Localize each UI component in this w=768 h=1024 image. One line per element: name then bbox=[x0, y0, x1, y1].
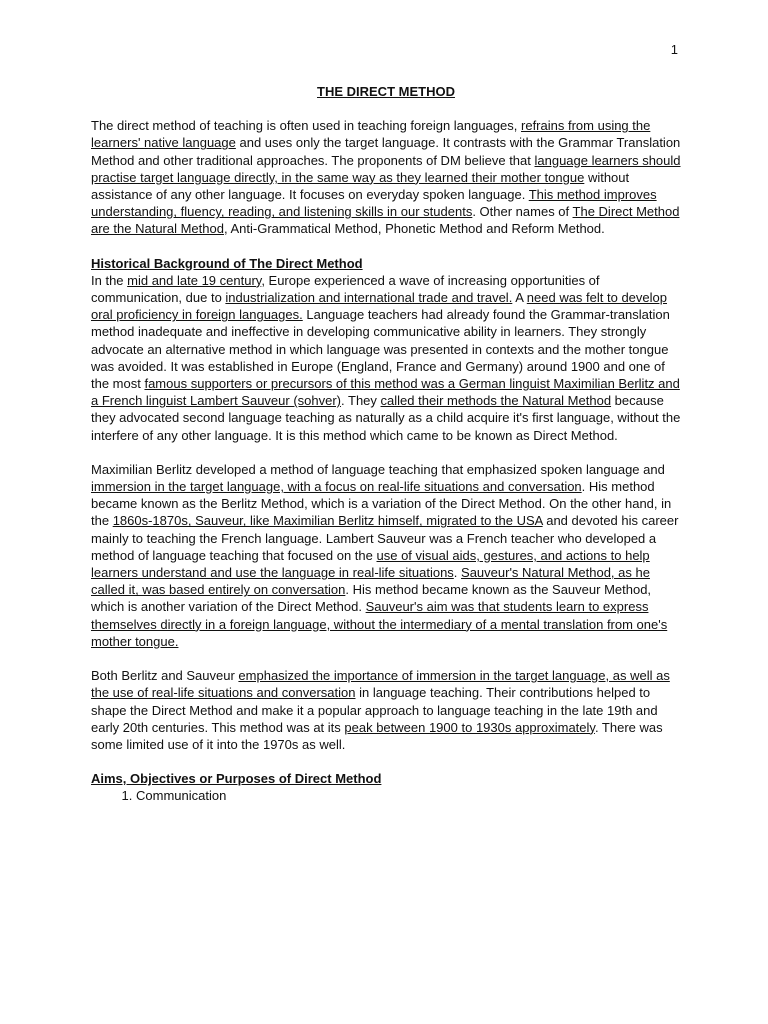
text-run: . There was some limited use of it into the 1970s as well. bbox=[91, 719, 663, 752]
text-run: Language teachers had already found the Grammar-translation method inadequate and ineffective in developing communicative ability in learners. They strongly advocate an alternative method in which language was presented in contexts and the mother tongue was avoided. It was established in Europe (England, France and Germany) around 1900 and one of the most bbox=[91, 307, 670, 392]
text-run: The direct method of teaching is often used in teaching foreign languages, bbox=[91, 118, 522, 134]
text-run: . His method became known as the Sauveur Method, which is another variation of the Direct Method. bbox=[91, 582, 652, 615]
underlined-text: emphasized the importance of immersion in the target language, as well as the use of real-life situations and conversation bbox=[91, 668, 670, 701]
text-run: A bbox=[512, 290, 527, 306]
underlined-text: Sauveur's aim was that students learn to express themselves directly in a foreign language, without the intermediary of a mental translation from one's mother tongue. bbox=[91, 599, 668, 649]
document-title: THE DIRECT METHOD bbox=[317, 84, 455, 99]
underlined-text: mid and late 19 century bbox=[127, 272, 262, 288]
text-run: Both Berlitz and Sauveur bbox=[91, 668, 239, 684]
text-run: and uses only the target language. It contrasts with the Grammar Translation Method and other traditional approaches. The proponents of DM believe that bbox=[91, 135, 681, 168]
text-run: . His method became known as the Berlitz Method, which is a variation of the Direct Method. On the other hand, in the bbox=[91, 479, 672, 529]
underlined-text: peak between 1900 to 1930s approximately bbox=[344, 719, 595, 735]
underlined-text: The Direct Method are the Natural Method bbox=[91, 204, 680, 237]
both-paragraph bbox=[91, 667, 681, 753]
page-number: 1 bbox=[670, 42, 678, 57]
text-run: and devoted his career mainly to teaching the French language. Lambert Sauveur was a French teacher who developed a method of language teaching that focused on the bbox=[91, 513, 679, 563]
text-run: Maximilian Berlitz developed a method of language teaching that emphasized spoken language and bbox=[91, 461, 665, 477]
underlined-text: need was felt to develop oral proficiency in foreign languages. bbox=[91, 290, 667, 323]
text-run: , Anti-Grammatical Method, Phonetic Method and Reform Method. bbox=[223, 221, 605, 237]
text-run: . Other names of bbox=[472, 204, 573, 220]
underlined-text: famous supporters or precursors of this method was a German linguist Maximilian Berlitz and a French linguist Lambert Sauveur (sohver) bbox=[91, 376, 680, 409]
text-run: . They bbox=[341, 393, 381, 409]
text-run: without assistance of any other language. It focuses on everyday spoken language. bbox=[91, 169, 630, 203]
intro-paragraph bbox=[91, 117, 681, 237]
text-run: In the bbox=[91, 272, 128, 288]
historical-heading: Historical Background of The Direct Method bbox=[91, 255, 363, 271]
aims-heading: Aims, Objectives or Purposes of Direct Method bbox=[91, 771, 382, 787]
underlined-text: immersion in the target language, with a focus on real-life situations and conversation bbox=[91, 479, 582, 495]
text-run: . bbox=[453, 565, 462, 581]
text-run: , Europe experienced a wave of increasing opportunities of communication, due to bbox=[91, 272, 600, 306]
text-run: in language teaching. Their contributions helped to shape the Direct Method and make it a popular approach to language teaching in the late 19th and early 20th centuries. This method was at its bbox=[91, 685, 658, 735]
underlined-text: called their methods the Natural Method bbox=[380, 393, 612, 409]
underlined-text: refrains from using the learners' native language bbox=[91, 118, 651, 151]
underlined-text: language learners should practise target language directly, in the same way as they learned their mother tongue bbox=[91, 152, 681, 185]
underlined-text: Sauveur's Natural Method, as he called it, was based entirely on conversation bbox=[91, 565, 650, 598]
underlined-text: This method improves understanding, fluency, reading, and listening skills in our students bbox=[91, 187, 657, 220]
document-body bbox=[91, 83, 681, 805]
list-item: 1. Communication bbox=[136, 787, 681, 804]
historical-paragraph bbox=[91, 272, 681, 444]
underlined-text: industrialization and international trade and travel. bbox=[225, 290, 513, 306]
underlined-text: use of visual aids, gestures, and actions to help learners understand and use the language in real-life situations bbox=[91, 547, 650, 581]
aims-list bbox=[91, 787, 681, 804]
underlined-text: 1860s-1870s, Sauveur, like Maximilian Berlitz himself, migrated to the USA bbox=[112, 513, 543, 529]
text-run: because they advocated second language teaching as naturally as a child acquire it's first language, without the interfere of any other language. It is this method which came to be known as Direct Method. bbox=[91, 393, 681, 443]
berlitz-paragraph bbox=[91, 461, 681, 650]
